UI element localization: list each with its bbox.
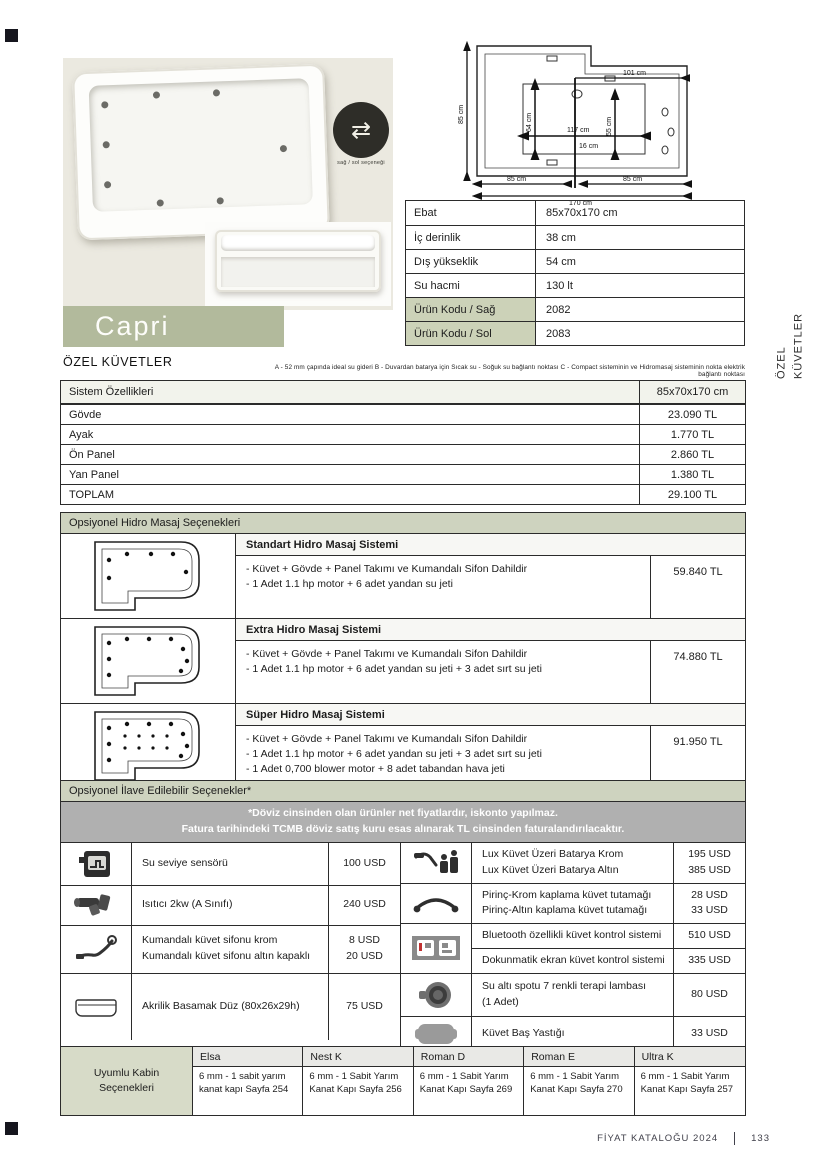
dim-inner-offset: 16 cm <box>579 143 599 150</box>
spec-label: Ebat <box>406 201 536 225</box>
extra-price <box>328 843 400 885</box>
spec-label: Ürün Kodu / Sol <box>406 322 536 345</box>
table-row <box>406 249 744 273</box>
table-row <box>61 404 745 424</box>
price-line: 33 USD <box>691 1026 728 1039</box>
desc-line: - 1 Adet 0,700 blower motor + 8 adet tabandan hava jeti <box>246 763 505 776</box>
label-line: Kumandalı küvet sifonu altın kapaklı <box>142 950 311 963</box>
side-tab-line: ÖZEL <box>775 346 788 380</box>
cabin-desc: 6 mm - 1 Sabit Yarım Kanat Kapı Sayfa 269 <box>414 1067 524 1115</box>
cabin-desc: 6 mm - 1 sabit yarım kanat kapı Sayfa 254 <box>193 1067 303 1115</box>
system-row-label: Yan Panel <box>69 468 119 481</box>
spec-label: Dış yükseklik <box>406 250 536 273</box>
notice-line: Fatura tarihindeki TCMB döviz satış kuru esas alınarak TL cinsinden faturalandırılacaktır. <box>181 823 625 836</box>
faucet-set-icon <box>401 843 472 883</box>
system-header-label: Sistem Özellikleri <box>69 386 154 398</box>
extra-label <box>472 884 673 924</box>
page-number: 133 <box>751 1133 770 1144</box>
cabin-name: Roman E <box>524 1047 634 1067</box>
price-line: 100 USD <box>343 856 386 869</box>
spec-value: 85x70x170 cm <box>546 207 618 219</box>
table-row <box>406 297 744 321</box>
dim-bottom-total: 170 cm <box>569 200 592 206</box>
extra-price <box>328 974 400 1040</box>
compatible-cabins-table <box>60 1046 746 1116</box>
product-photo-block <box>63 58 393 310</box>
hydro-item-description <box>236 641 650 703</box>
dim-inner-width: 117 cm <box>567 127 590 134</box>
system-row-price: 1.380 TL <box>639 465 745 484</box>
cabin-desc: 6 mm - 1 Sabit Yarım Kanat Kapı Sayfa 270 <box>524 1067 634 1115</box>
table-row-group <box>401 923 745 973</box>
system-header-size: 85x70x170 cm <box>639 381 745 403</box>
extra-price: 510 USD <box>673 924 745 948</box>
desc-line: - 1 Adet 1.1 hp motor + 6 adet yandan su jeti + 3 adet sırt su jeti <box>246 663 542 676</box>
acrylic-step-icon <box>61 974 132 1040</box>
hydro-item-super <box>61 703 745 788</box>
extras-right-table <box>401 843 746 1052</box>
price-line: 240 USD <box>343 898 386 911</box>
bathtub-basin <box>89 78 313 212</box>
print-mark-bottom-left <box>5 1122 18 1135</box>
table-row <box>406 321 744 345</box>
cabin-name: Nest K <box>303 1047 413 1067</box>
extra-label <box>132 843 328 885</box>
badge-caption: sağ / sol seçeneği <box>337 160 385 166</box>
page-footer <box>480 1132 770 1145</box>
extra-label: Dokunmatik ekran küvet kontrol sistemi <box>482 954 665 967</box>
optional-extras-section <box>60 780 746 1052</box>
product-name: Capri <box>95 311 170 341</box>
table-row <box>61 444 745 464</box>
product-name-banner <box>63 306 284 347</box>
tub-panel <box>221 257 375 287</box>
spec-label: Su hacmi <box>406 274 536 297</box>
hydro-massage-section <box>60 512 746 789</box>
technical-drawing <box>455 36 701 206</box>
dim-left: 85 cm <box>458 104 465 124</box>
table-row <box>406 201 744 225</box>
extra-price: 335 USD <box>673 949 745 973</box>
table-header-row <box>61 381 745 404</box>
side-tab-line: KÜVETLER <box>792 312 804 380</box>
label-line: Lux Küvet Üzeri Batarya Altın <box>482 863 619 876</box>
system-row-label: Gövde <box>69 408 102 421</box>
dim-bottom-right: 85 cm <box>623 176 643 183</box>
spec-value: 54 cm <box>546 255 576 268</box>
side-tab-text <box>774 313 807 379</box>
label-line: Kumandalı küvet sifonu krom <box>142 934 278 947</box>
table-row <box>406 273 744 297</box>
table-row <box>61 424 745 444</box>
category-label: ÖZEL KÜVETLER <box>63 355 173 369</box>
table-row <box>61 885 400 925</box>
price-line: 33 USD <box>691 904 728 917</box>
system-price-table <box>60 380 746 505</box>
table-row <box>401 843 745 883</box>
cabin-desc: 6 mm - 1 Sabit Yarım Kanat Kapı Sayfa 256 <box>303 1067 413 1115</box>
tub-diagram-standart-icon <box>61 534 236 618</box>
tub-rim <box>221 235 375 251</box>
heater-icon <box>61 886 132 925</box>
bathtub-front-view-photo <box>205 222 391 306</box>
price-line: 28 USD <box>691 888 728 901</box>
cabins-title: Uyumlu Kabin Seçenekleri <box>61 1047 193 1115</box>
drawing-footnote: A - 52 mm çapında ideal su gideri B - Duvardan batarya için Sıcak su - Soğuk su bağlantı noktası C - Compact sisteminin ve Hidromasaj sisteminin nokta elektrik bağlantı noktası <box>274 364 745 378</box>
bathtub-top-view-photo <box>72 64 330 241</box>
label-line: Pirinç-Altın kaplama küvet tutamağı <box>482 904 648 917</box>
hydro-item-title: Extra Hidro Masaj Sistemi <box>236 619 745 641</box>
desc-line: - Küvet + Gövde + Panel Takımı ve Kumandalı Sifon Dahildir <box>246 563 528 575</box>
desc-line: - 1 Adet 1.1 hp motor + 6 adet yandan su jeti <box>246 578 453 591</box>
extra-price <box>328 926 400 973</box>
table-row <box>61 973 400 1040</box>
dim-bottom-left: 85 cm <box>507 176 527 183</box>
hydro-item-standart <box>61 534 745 618</box>
desc-line: - Küvet + Gövde + Panel Takımı ve Kumandalı Sifon Dahildir <box>246 648 528 660</box>
control-subrows <box>472 924 745 973</box>
cabin-desc: 6 mm - 1 Sabit Yarım Kanat Kapı Sayfa 257 <box>640 1071 734 1095</box>
system-row-price: 23.090 TL <box>639 405 745 424</box>
extra-label <box>132 886 328 925</box>
side-category-tab <box>760 276 820 416</box>
water-level-sensor-icon <box>61 843 132 885</box>
extra-label <box>132 926 328 973</box>
label-line: Su altı spotu 7 renkli terapi lambası <box>482 980 647 993</box>
cabin-name: Elsa <box>193 1047 303 1067</box>
hydro-item-price: 59.840 TL <box>650 556 745 618</box>
notice-line: *Döviz cinsinden olan ürünler net fiyatlardır, iskonto yapılmaz. <box>248 807 558 819</box>
dim-inner-height-right: 55 cm <box>606 116 613 136</box>
bathtub-front-shape <box>215 230 381 292</box>
extras-grid <box>60 843 746 1052</box>
spec-value: 38 cm <box>546 231 576 244</box>
desc-line: - Küvet + Gövde + Panel Takımı ve Kumandalı Sifon Dahildir <box>246 733 528 745</box>
spec-label: Ürün Kodu / Sağ <box>406 298 536 321</box>
system-row-label: Ön Panel <box>69 448 115 461</box>
extra-label <box>132 974 328 1040</box>
label-line: (1 Adet) <box>482 995 519 1008</box>
table-row <box>401 883 745 924</box>
swap-arrows-icon: ⇄ <box>350 116 372 144</box>
price-line: 80 USD <box>691 987 728 1000</box>
control-panel-icon <box>401 924 472 973</box>
price-line: 20 USD <box>346 950 383 963</box>
extra-price <box>673 843 745 883</box>
extras-left-table <box>60 843 401 1052</box>
table-row <box>61 925 400 973</box>
hydro-item-description <box>236 726 650 788</box>
siphon-icon <box>61 926 132 973</box>
tub-diagram-super-icon <box>61 704 236 788</box>
dim-top-right: 101 cm <box>623 70 646 77</box>
table-row <box>406 225 744 249</box>
price-line: 385 USD <box>688 863 731 876</box>
label-line: Pirinç-Krom kaplama küvet tutamağı <box>482 888 652 901</box>
cabin-name: Roman D <box>414 1047 524 1067</box>
table-row <box>61 464 745 484</box>
label-line: Su seviye sensörü <box>142 856 228 869</box>
extra-label <box>472 974 673 1016</box>
left-right-option-badge-icon <box>333 102 389 158</box>
table-row <box>472 924 745 948</box>
hydro-item-title: Süper Hidro Masaj Sistemi <box>236 704 745 726</box>
label-line: Lux Küvet Üzeri Batarya Krom <box>482 847 624 860</box>
system-row-label: Ayak <box>69 428 94 441</box>
extras-section-header: Opsiyonel İlave Edilebilir Seçenekler* <box>60 780 746 802</box>
cabin-name: Ultra K <box>635 1047 745 1067</box>
table-row-total <box>61 484 745 504</box>
system-row-price: 2.860 TL <box>639 445 745 464</box>
table-row <box>472 948 745 973</box>
system-row-label: TOPLAM <box>69 488 115 501</box>
spec-value: 130 lt <box>546 279 573 292</box>
dim-inner-height-left: 64 cm <box>526 112 533 132</box>
hydro-section-header: Opsiyonel Hidro Masaj Seçenekleri <box>60 512 746 534</box>
desc-line: - 1 Adet 1.1 hp motor + 6 adet yandan su jeti + 3 adet sırt su jeti <box>246 748 542 761</box>
spec-value: 2082 <box>546 303 571 316</box>
hydro-item-extra <box>61 618 745 703</box>
hydro-item-description <box>236 556 650 618</box>
hydro-item-price: 91.950 TL <box>650 726 745 788</box>
label-line: Küvet Baş Yastığı <box>482 1026 565 1039</box>
spec-label: İç derinlik <box>406 226 536 249</box>
price-line: 75 USD <box>346 999 383 1012</box>
catalog-title: FİYAT KATALOĞU 2024 <box>597 1133 719 1144</box>
spec-table <box>405 200 745 346</box>
hydro-body <box>60 534 746 789</box>
extra-label <box>472 843 673 883</box>
extra-price <box>328 886 400 925</box>
footer-divider <box>734 1132 735 1145</box>
grab-handle-icon <box>401 884 472 924</box>
extra-label: Bluetooth özellikli küvet kontrol sistemi <box>482 929 662 942</box>
table-row <box>61 843 400 885</box>
system-row-price: 29.100 TL <box>639 485 745 504</box>
label-line: Akrilik Basamak Düz (80x26x29h) <box>142 999 300 1012</box>
price-line: 8 USD <box>349 934 380 947</box>
extra-price <box>673 974 745 1016</box>
table-row <box>401 973 745 1016</box>
print-mark-top-left <box>5 29 18 42</box>
tub-diagram-extra-icon <box>61 619 236 703</box>
currency-notice <box>60 802 746 843</box>
hydro-item-title: Standart Hidro Masaj Sistemi <box>236 534 745 556</box>
hydro-item-price: 74.880 TL <box>650 641 745 703</box>
price-line: 195 USD <box>688 847 731 860</box>
underwater-spot-icon <box>401 974 472 1016</box>
system-row-price: 1.770 TL <box>639 425 745 444</box>
extra-price <box>673 884 745 924</box>
spec-value: 2083 <box>546 327 571 340</box>
label-line: Isıtıcı 2kw (A Sınıfı) <box>142 898 233 911</box>
